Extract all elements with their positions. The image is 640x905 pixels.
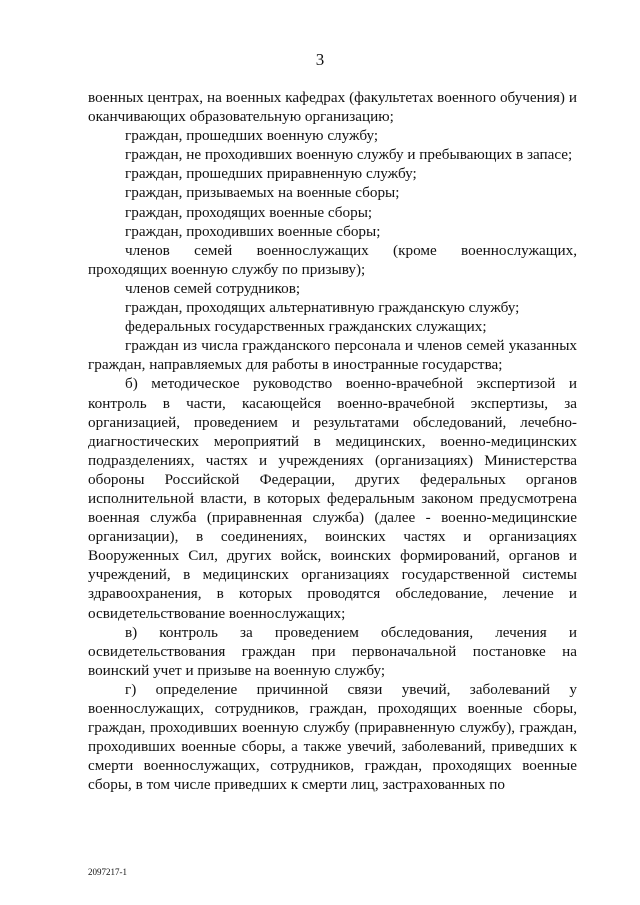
page-number: 3 <box>315 50 325 69</box>
paragraph-14: в) контроль за проведением обследования, лечения и освидетельствования граждан при первоначальной постановке на воинский учет и призыве на военную службу; <box>88 623 577 679</box>
paragraph-9: членов семей сотрудников; <box>125 279 301 297</box>
document-code: 2097217-1 <box>88 867 127 877</box>
paragraph-13: б) методическое руководство военно-врачебной экспертизой и контроль в части, касающейся военно-врачебной экспертизы, за организацией, проведением и результатами обследований, лечебно-диагностических мероприятий в медицинских, военно-медицинских подразделениях, частях и учреждениях (организациях) Министерства обороны Российской Федерации, других федеральных органов исполнительной власти, в которых федеральным законом предусмотрена военная служба (приравненная служба) (далее - военно-медицинские организации), в соединениях, воинских частях и организациях Вооруженных Сил, других войск, воинских формирований, органов и учреждений, в медицинских организациях государственной системы здравоохранения, в которых проводятся обследование, лечение и освидетельствование военнослужащих; <box>88 375 577 622</box>
paragraph-5: граждан, призываемых на военные сборы; <box>125 184 400 202</box>
paragraph-12: граждан из числа гражданского персонала и членов семей указанных граждан, направляемых для работы в иностранные государства; <box>88 337 577 374</box>
document-body <box>88 88 577 794</box>
paragraph-4: граждан, прошедших приравненную службу; <box>125 165 417 183</box>
paragraph-11: федеральных государственных гражданских служащих; <box>125 318 487 336</box>
paragraph-10: граждан, проходящих альтернативную гражданскую службу; <box>125 299 520 317</box>
paragraph-3: граждан, не проходивших военную службу и пребывающих в запасе; <box>125 146 573 164</box>
paragraph-7: граждан, проходивших военные сборы; <box>125 222 381 240</box>
paragraph-2: граждан, прошедших военную службу; <box>125 127 379 145</box>
paragraph-8: членов семей военнослужащих (кроме военнослужащих, проходящих военную службу по призыву); <box>88 241 577 278</box>
paragraph-15: г) определение причинной связи увечий, заболеваний у военнослужащих, сотрудников, граждан, проходящих военные сборы, граждан, проходивших военную службу (приравненную службу), граждан, проходивших военные сборы, а также увечий, заболеваний, приведших к смерти военнослужащих, сотрудников, граждан, проходящих военные сборы, в том числе приведших к смерти лиц, застрахованных по <box>88 680 577 794</box>
paragraph-1: военных центрах, на военных кафедрах (факультетах военного обучения) и оканчивающих образовательную организацию; <box>88 89 577 126</box>
paragraph-6: граждан, проходящих военные сборы; <box>125 203 373 221</box>
